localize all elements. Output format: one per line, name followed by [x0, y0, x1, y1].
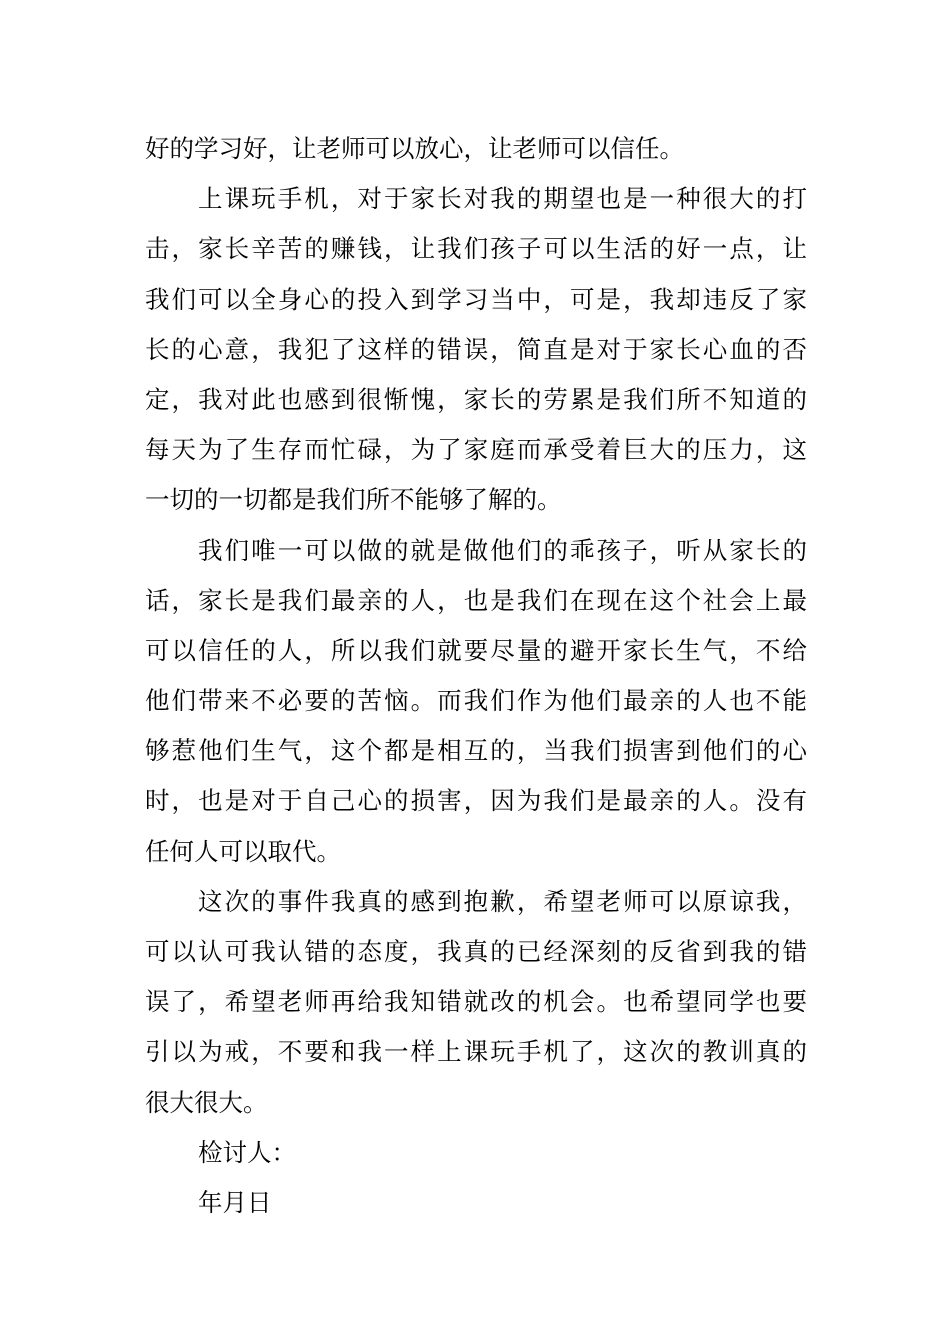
- paragraph-4: [145, 877, 807, 1128]
- date-label: 年月日: [198, 1187, 272, 1217]
- paragraph-line: 我们唯一可以做的就是做他们的乖孩子，听从家长的: [198, 535, 807, 565]
- paragraph-line: 很大很大。: [145, 1087, 268, 1117]
- paragraph-line: 他们带来不必要的苦恼。而我们作为他们最亲的人也不能: [145, 686, 807, 716]
- paragraph-line: 上课玩手机，对于家长对我的期望也是一种很大的打: [198, 184, 807, 214]
- paragraph-line: 引以为戒，不要和我一样上课玩手机了，这次的教训真的: [145, 1037, 807, 1067]
- document-body: [145, 124, 807, 1228]
- paragraph-line: 任何人可以取代。: [145, 836, 341, 866]
- paragraph-2: [145, 174, 807, 525]
- paragraph-line: 可以认可我认错的态度，我真的已经深刻的反省到我的错: [145, 937, 807, 966]
- paragraph-line: 长的心意，我犯了这样的错误，简直是对于家长心血的否: [145, 334, 807, 364]
- paragraph-line: 话，家长是我们最亲的人，也是我们在现在这个社会上最: [145, 585, 807, 615]
- paragraph-line: 时，也是对于自己心的损害，因为我们是最亲的人。没有: [145, 786, 807, 816]
- paragraph-line: 可以信任的人，所以我们就要尽量的避开家长生气，不给: [145, 635, 807, 665]
- paragraph-1: [145, 124, 807, 174]
- paragraph-line: 这次的事件我真的感到抱歉，希望老师可以原谅我，: [198, 886, 807, 916]
- signature-label: 检讨人：: [198, 1137, 296, 1167]
- paragraph-line: 击，家长辛苦的赚钱，让我们孩子可以生活的好一点，让: [145, 234, 807, 264]
- paragraph-3: [145, 526, 807, 877]
- paragraph-line: 够惹他们生气，这个都是相互的，当我们损害到他们的心: [145, 736, 807, 766]
- paragraph-line: 一切的一切都是我们所不能够了解的。: [145, 485, 562, 515]
- paragraph-line: 每天为了生存而忙碌，为了家庭而承受着巨大的压力，这: [145, 435, 807, 465]
- paragraph-line: 我们可以全身心的投入到学习当中，可是，我却违反了家: [145, 284, 807, 314]
- paragraph-line: 误了，希望老师再给我知错就改的机会。也希望同学也要: [145, 987, 807, 1017]
- paragraph-line: 定，我对此也感到很惭愧，家长的劳累是我们所不知道的: [145, 384, 807, 414]
- paragraph-line: 好的学习好，让老师可以放心，让老师可以信任。: [145, 134, 684, 163]
